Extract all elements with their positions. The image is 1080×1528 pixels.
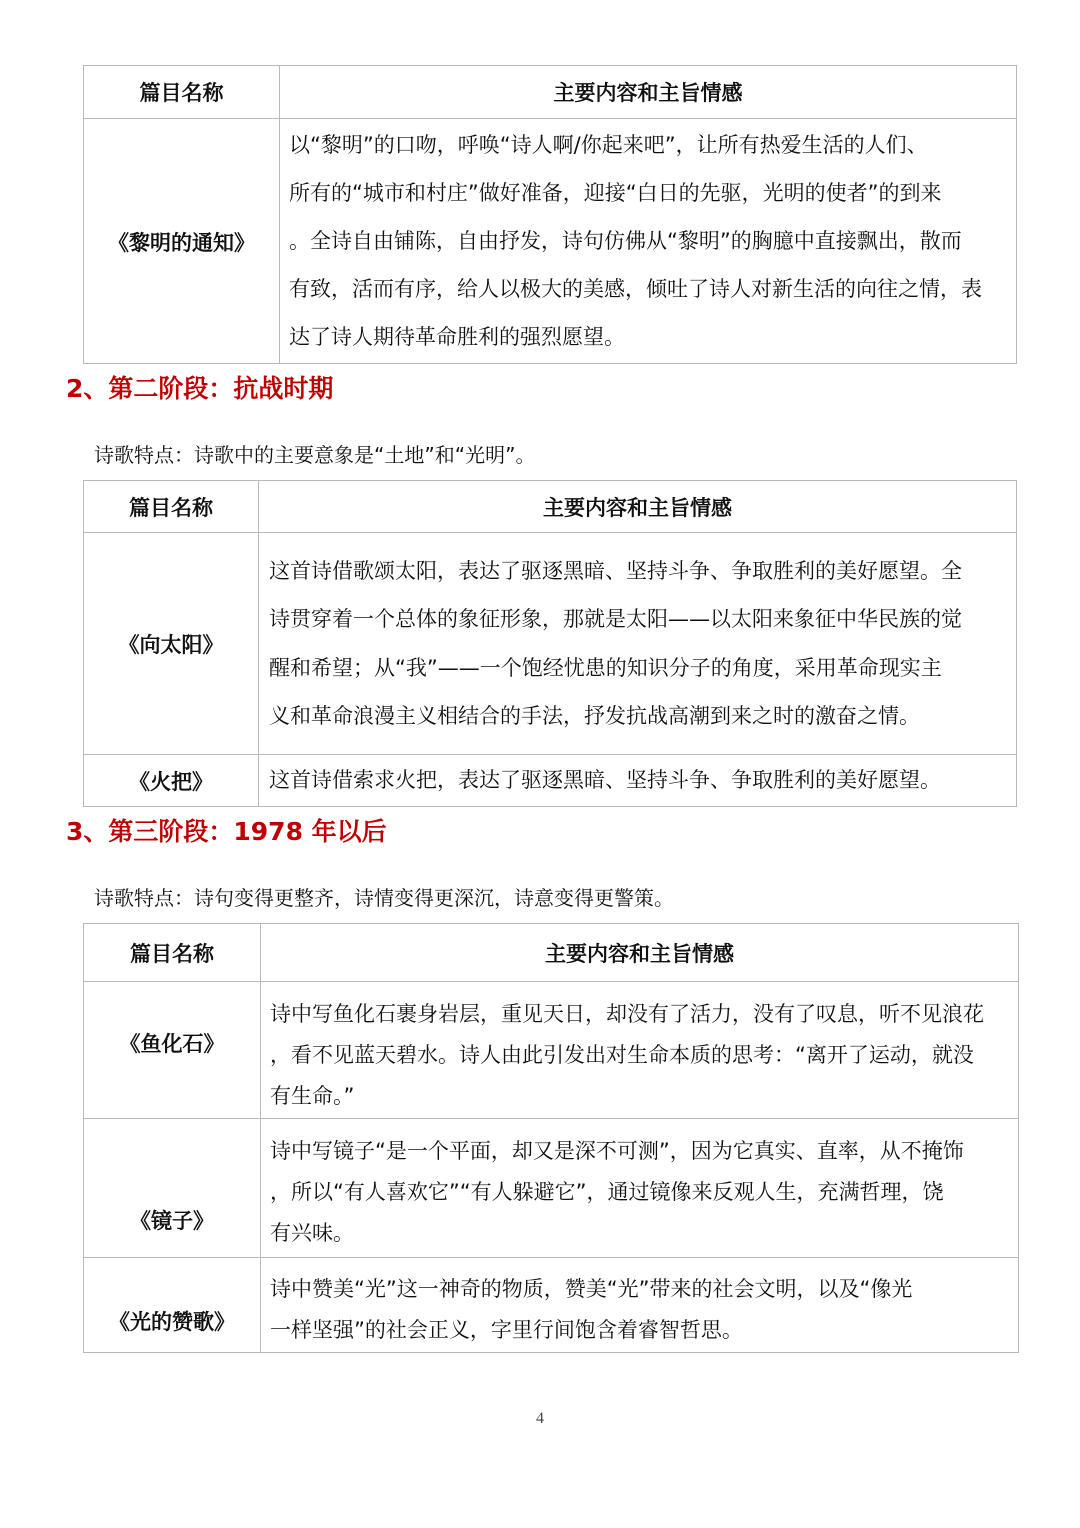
poem-title: 《光的赞歌》 [84, 1258, 261, 1353]
table-row [84, 1119, 1019, 1258]
header-content: 主要内容和主旨情感 [259, 481, 1017, 533]
summary-line: ，所以“有人喜欢它”“有人躲避它”，通过镜像来反观人生，充满哲理，饶 [270, 1180, 944, 1204]
summary-line: 所有的“城市和村庄”做好准备，迎接“白日的先驱，光明的使者”的到来 [289, 181, 942, 205]
summary-line: 有致，活而有序，给人以极大的美感，倾吐了诗人对新生活的向往之情，表 [289, 277, 982, 301]
header-name: 篇目名称 [84, 924, 261, 982]
header-content: 主要内容和主旨情感 [280, 66, 1017, 119]
poem-title: 《鱼化石》 [84, 982, 261, 1119]
table-2 [83, 480, 1017, 807]
poem-title: 《火把》 [84, 755, 259, 807]
summary-line: 这首诗借歌颂太阳，表达了驱逐黑暗、坚持斗争、争取胜利的美好愿望。全 [269, 558, 962, 583]
page-number: 4 [536, 1410, 544, 1427]
poem-summary [261, 1258, 1019, 1353]
summary-line: 诗中写鱼化石裹身岩层，重见天日，却没有了活力，没有了叹息，听不见浪花 [270, 1002, 984, 1026]
section-3-feature: 诗歌特点：诗句变得更整齐，诗情变得更深沉，诗意变得更警策。 [94, 886, 674, 910]
table-3 [83, 923, 1019, 1353]
poem-title: 《镜子》 [84, 1119, 261, 1258]
poem-summary [259, 533, 1017, 755]
summary-line: 这首诗借索求火把，表达了驱逐黑暗、坚持斗争、争取胜利的美好愿望。 [269, 768, 941, 793]
poem-summary [261, 982, 1019, 1119]
poem-title: 《黎明的通知》 [84, 119, 280, 364]
summary-line: 有兴味。 [270, 1221, 354, 1245]
table-header-row [84, 924, 1019, 982]
summary-line: 诗中写镜子“是一个平面，却又是深不可测”，因为它真实、直率，从不掩饰 [270, 1139, 964, 1163]
poem-title: 《向太阳》 [84, 533, 259, 755]
summary-line: 诗贯穿着一个总体的象征形象，那就是太阳——以太阳来象征中华民族的觉 [269, 607, 962, 631]
poem-summary [280, 119, 1017, 364]
poem-summary [261, 1119, 1019, 1258]
section-heading-2: 2、第二阶段：抗战时期 [66, 374, 334, 403]
section-heading-3: 3、第三阶段：1978 年以后 [66, 817, 387, 846]
section-2-feature: 诗歌特点：诗歌中的主要意象是“土地”和“光明”。 [94, 443, 536, 467]
table-row [84, 533, 1017, 755]
header-name: 篇目名称 [84, 481, 259, 533]
summary-line: ，看不见蓝天碧水。诗人由此引发出对生命本质的思考：“离开了运动，就没 [270, 1043, 974, 1067]
table-1 [83, 65, 1017, 364]
table-header-row [84, 481, 1017, 533]
header-content: 主要内容和主旨情感 [261, 924, 1019, 982]
summary-line: 达了诗人期待革命胜利的强烈愿望。 [289, 325, 625, 349]
summary-line: 义和革命浪漫主义相结合的手法，抒发抗战高潮到来之时的激奋之情。 [269, 704, 920, 728]
table-row [84, 1258, 1019, 1353]
summary-line: 诗中赞美“光”这一神奇的物质，赞美“光”带来的社会文明，以及“像光 [270, 1277, 913, 1301]
summary-line: 有生命。” [270, 1084, 355, 1108]
table-row [84, 982, 1019, 1119]
poem-summary [259, 755, 1017, 807]
table-row [84, 119, 1017, 364]
summary-line: 以“黎明”的口吻，呼唤“诗人啊/你起来吧”，让所有热爱生活的人们、 [289, 133, 928, 157]
summary-line: 醒和希望；从“我”——一个饱经忧患的知识分子的角度，采用革命现实主 [269, 655, 942, 680]
summary-line: 。全诗自由铺陈，自由抒发，诗句仿佛从“黎明”的胸臆中直接飘出，散而 [289, 229, 962, 253]
summary-line: 一样坚强”的社会正义，字里行间饱含着睿智哲思。 [270, 1318, 743, 1342]
table-row [84, 755, 1017, 807]
header-name: 篇目名称 [84, 66, 280, 119]
table-header-row [84, 66, 1017, 119]
